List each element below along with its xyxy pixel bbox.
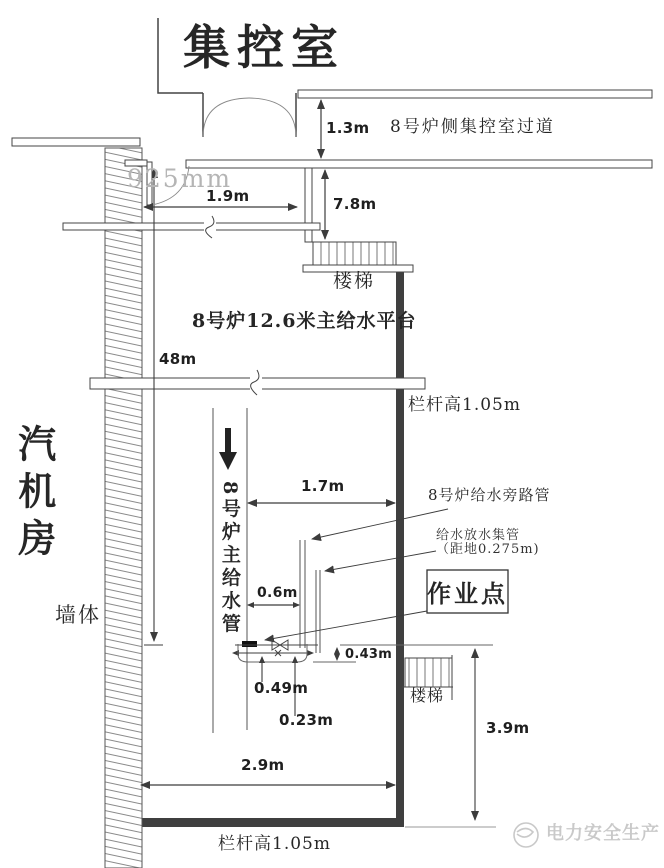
main-feedwater-pipe-label: 8号炉主给水管 <box>218 481 241 637</box>
drain-header-label-line2: （距地0.275m) <box>436 542 540 557</box>
elevation-dimension <box>144 169 163 645</box>
dim-valve-offset-far: 0.23m <box>279 711 334 729</box>
flow-direction-arrow-icon <box>219 428 237 470</box>
turbine-room-label: 汽机房 <box>11 424 57 565</box>
dim-platform-elevation: 48m <box>159 350 197 368</box>
drain-header-lines <box>316 570 320 653</box>
dim-valve-drop: 0.43m <box>345 647 393 662</box>
dim-valve-offset-near: 0.49m <box>254 679 309 697</box>
corridor-label: 8号炉侧集控室过道 <box>390 117 555 137</box>
drain-leader-arrow <box>325 551 436 571</box>
dim-pipe-to-bypass: 0.6m <box>257 585 298 601</box>
bypass-pipe-label: 8号炉给水旁路管 <box>428 486 551 504</box>
dim-platform-drop: 7.8m <box>333 195 377 213</box>
work-point-label: 作业点 <box>427 579 508 608</box>
platform-label: 8号炉12.6米主给水平台 <box>192 310 417 332</box>
dim-door-width: 925mm <box>127 164 233 193</box>
stairs-lower-label: 楼梯 <box>410 686 445 705</box>
stairs-upper-label: 楼梯 <box>333 270 376 292</box>
dim-floor-width: 2.9m <box>241 756 285 774</box>
safety-logo-icon <box>514 823 538 847</box>
dim-corridor-height: 1.3m <box>326 119 370 137</box>
double-door-swing-icon <box>203 98 296 137</box>
dim-floor-drop: 3.9m <box>486 719 530 737</box>
dim-pipe-to-railing: 1.7m <box>301 477 345 495</box>
corridor-upper-slab <box>298 90 652 98</box>
dim-wall-offset: 1.9m <box>206 187 250 205</box>
ledge-slab <box>12 138 140 146</box>
support-column <box>305 168 312 242</box>
wall-label: 墙体 <box>55 603 101 627</box>
watermark-label: 电力安全生产 <box>546 823 660 844</box>
corridor-floor-slab <box>186 160 652 168</box>
drain-header-label-line1: 给水放水集管 <box>436 528 521 543</box>
stairs-upper-hatch <box>303 242 413 272</box>
bypass-leader-arrow <box>312 509 448 539</box>
platform-level-upper <box>63 216 320 238</box>
bypass-pipe-lines <box>300 540 305 648</box>
control-room-label: 集控室 <box>183 21 345 76</box>
wall-section <box>105 148 142 868</box>
railing-top-label: 栏杆高1.05m <box>408 395 521 415</box>
railing-bottom-label: 栏杆高1.05m <box>218 834 331 854</box>
